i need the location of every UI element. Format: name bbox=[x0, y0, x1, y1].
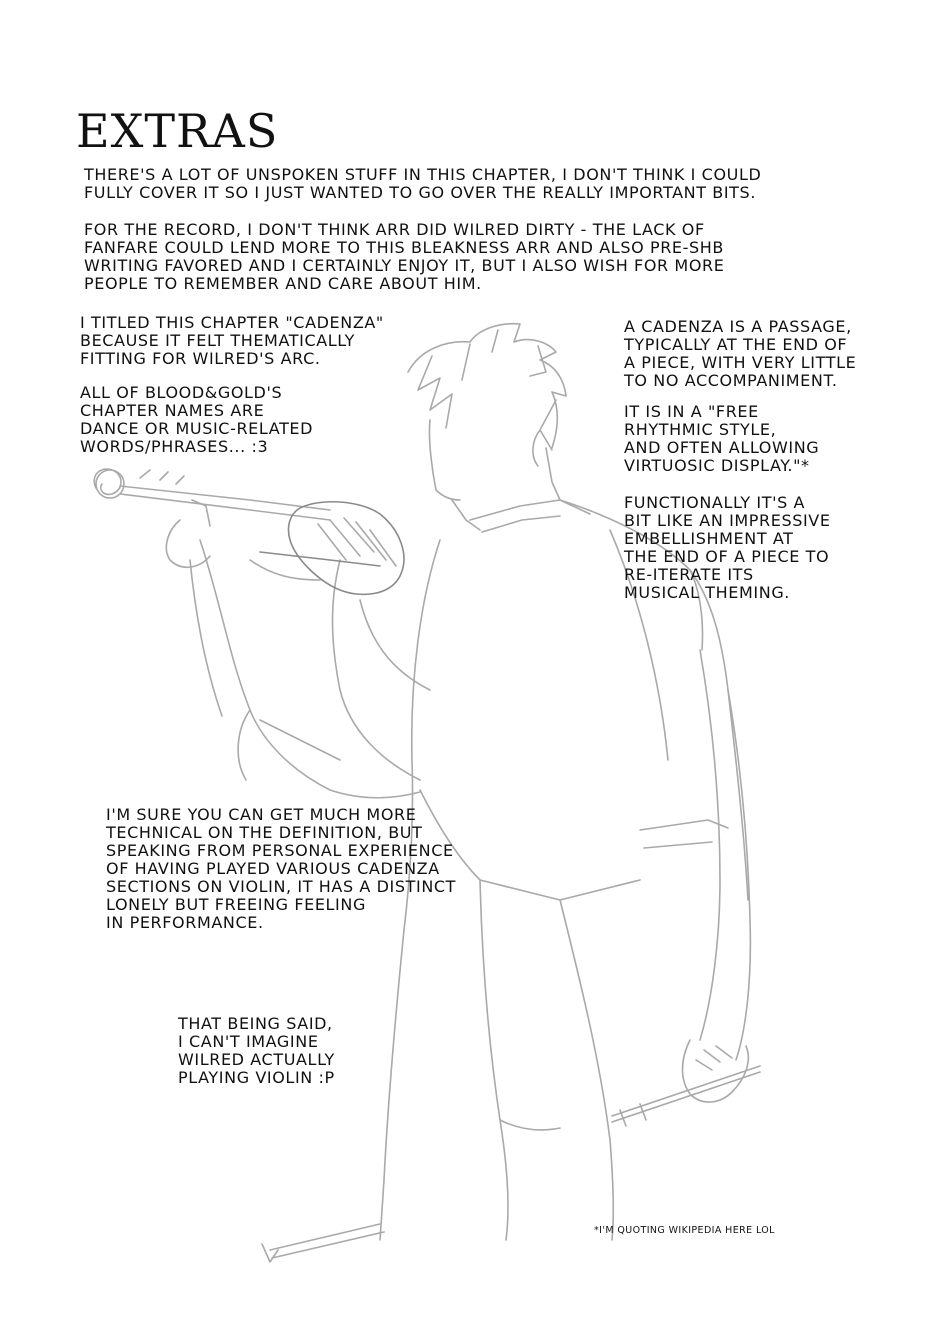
intro-paragraph: THERE'S A LOT OF UNSPOKEN STUFF IN THIS CHAPTER, I DON'T THINK I COULD FULLY COVER IT SO I JUST WANTED TO GO OVER THE REALLY IMPORTANT BITS. bbox=[84, 165, 762, 202]
footnote: *I'M QUOTING WIKIPEDIA HERE LOL bbox=[594, 1225, 775, 1236]
right-note: FUNCTIONALLY IT'S A BIT LIKE AN IMPRESSIVE EMBELLISHMENT AT THE END OF A PIECE TO RE-ITERATE ITS MUSICAL THEMING. bbox=[624, 493, 831, 602]
left-note: ALL OF BLOOD&GOLD'S CHAPTER NAMES ARE DANCE OR MUSIC-RELATED WORDS/PHRASES... :3 bbox=[80, 383, 314, 456]
left-note: I TITLED THIS CHAPTER "CADENZA" BECAUSE IT FELT THEMATICALLY FITTING FOR WILRED'S ARC. bbox=[80, 313, 384, 368]
right-note: IT IS IN A "FREE RHYTHMIC STYLE, AND OFTEN ALLOWING VIRTUOSIC DISPLAY."* bbox=[624, 402, 820, 475]
intro-paragraph: FOR THE RECORD, I DON'T THINK ARR DID WILRED DIRTY - THE LACK OF FANFARE COULD LEND MORE TO THIS BLEAKNESS ARR AND ALSO PRE-SHB WRITING FAVORED AND I CERTAINLY ENJOY IT, BUT I ALSO WISH FOR MORE PEOPLE TO REMEMBER AND CARE ABOUT HIM. bbox=[84, 220, 725, 293]
page-title: EXTRAS bbox=[76, 104, 279, 158]
right-note: A CADENZA IS A PASSAGE, TYPICALLY AT THE END OF A PIECE, WITH VERY LITTLE TO NO ACCOMPANIMENT. bbox=[624, 317, 857, 390]
middle-note: I'M SURE YOU CAN GET MUCH MORE TECHNICAL ON THE DEFINITION, BUT SPEAKING FROM PERSONAL EXPERIENCE OF HAVING PLAYED VARIOUS CADENZA SECTIONS ON VIOLIN, IT HAS A DISTINCT LONELY BUT FREEING FEELING IN PERFORMANCE. bbox=[106, 805, 457, 932]
middle-note: THAT BEING SAID, I CAN'T IMAGINE WILRED ACTUALLY PLAYING VIOLIN :P bbox=[178, 1014, 335, 1087]
